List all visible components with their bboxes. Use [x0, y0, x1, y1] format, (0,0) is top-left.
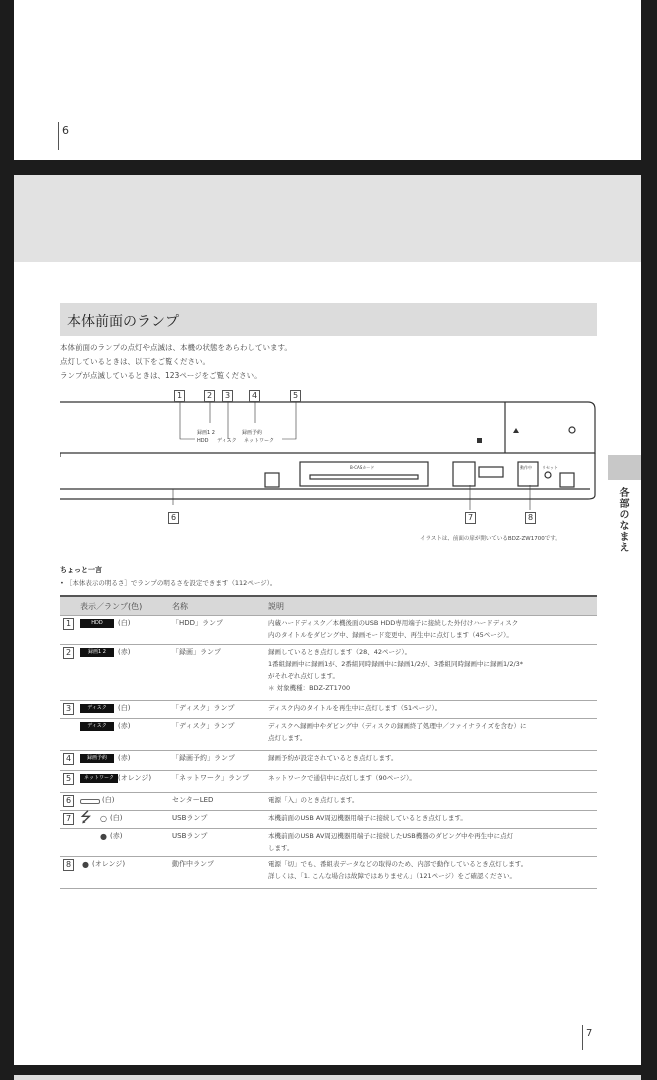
lamp-badge: ネットワーク [80, 774, 118, 783]
hdd-label: HDD [197, 438, 209, 444]
disc-label: ディスク [217, 438, 237, 444]
lamp-dot: ● [82, 860, 89, 869]
row-number: 6 [63, 795, 74, 807]
table-header [60, 595, 597, 616]
lamp-color: (赤) [118, 754, 131, 762]
lamp-color: (白) [118, 704, 131, 712]
lamp-name: 「ネットワーク」ランプ [172, 774, 249, 782]
callout-3: 3 [222, 390, 233, 402]
lamp-description: 本機前面のUSB AV周辺機器用端子に接続したUSB機器のダビング中や再生中に点灯 [268, 832, 514, 840]
lamp-color: (赤) [118, 648, 131, 656]
lamp-name: 「HDD」ランプ [172, 619, 224, 627]
callout-6: 6 [168, 512, 179, 524]
lamp-name: 「録画」ランプ [172, 648, 221, 656]
lamp-description: 点灯します。 [268, 734, 307, 742]
lamp-badge: ディスク [80, 722, 114, 731]
table-row [60, 828, 597, 857]
table-row [60, 810, 597, 829]
lamp-description: 録画しているとき点灯します（28、42ページ）。 [268, 648, 412, 656]
lamp-description: 1番組録画中に録画1が、2番組同時録画中に録画1/2が、3番組同時録画中に録画1/2/3* [268, 660, 524, 668]
table-row [60, 700, 597, 719]
bcas-label: B-CASカード [350, 465, 375, 470]
table-row [60, 792, 597, 811]
lamp-color: (オレンジ) [118, 774, 152, 782]
side-tab-label: 各部のなまえ [617, 487, 628, 553]
lamp-description: ＊ 対象機種：BDZ-ZT1700 [268, 684, 351, 692]
callout-5: 5 [290, 390, 301, 402]
lamp-name: 動作中ランプ [172, 860, 214, 868]
lamp-description: 電源「入」のとき点灯します。 [268, 796, 359, 804]
callout-2: 2 [204, 390, 215, 402]
network-label: ネットワーク [244, 438, 275, 444]
lamp-description: ディスクへ録画中やダビング中（ディスクの録画終了処理中／ファイナライズを含む）に [268, 722, 527, 730]
lamp-badge: 録画予約 [80, 754, 114, 763]
lamp-color: (赤) [110, 832, 123, 840]
lamp-name: センターLED [172, 796, 214, 804]
lamp-dot: ○ [100, 814, 107, 823]
lamp-description: 録画予約が設定されているとき点灯します。 [268, 754, 398, 762]
lamp-description: 内蔵ハードディスク／本機後面のUSB HDD専用端子に接続した外付けハードディスク [268, 619, 519, 627]
lamp-description: ネットワークで通信中に点灯します（90ページ）。 [268, 774, 416, 782]
reserve-label: 録画予約 [242, 430, 263, 436]
row-number: 8 [63, 859, 74, 871]
table-row [60, 770, 597, 793]
lamp-color: (赤) [118, 722, 131, 730]
lamp-name: 「ディスク」ランプ [172, 722, 235, 730]
section-title: 本体前面のランプ [67, 314, 179, 330]
table-row [60, 615, 597, 645]
row-number: 4 [63, 753, 74, 765]
lamp-description: 電源「切」でも、番組表データなどの取得のため、内部で動作しているとき点灯します。 [268, 860, 528, 868]
center-led-icon [80, 799, 100, 804]
row-number: 2 [63, 647, 74, 659]
lamp-description: ディスク内のタイトルを再生中に点灯します（51ページ）。 [268, 704, 442, 712]
header-band [14, 175, 641, 262]
lamp-name: 「録画予約」ランプ [172, 754, 235, 762]
intro-line: ランプが点滅しているときは、123ページをご覧ください。 [60, 371, 262, 380]
tip-heading: ちょっと一言 [60, 566, 102, 574]
diagram-caption: イラストは、前面の扉が開いているBDZ-ZW1700です。 [420, 536, 561, 542]
header-desc: 説明 [268, 602, 284, 611]
intro-line: 点灯しているときは、以下をご覧ください。 [60, 357, 210, 366]
lamp-dot: ● [100, 832, 107, 841]
lamp-description: 詳しくは、「1. こんな場合は故障ではありません」（121ページ）をご確認ください。 [268, 872, 517, 880]
table-row [60, 856, 597, 889]
usb-icon: ⭍ [80, 810, 92, 826]
header-name: 名称 [172, 602, 188, 611]
previous-page [14, 0, 641, 160]
table-row [60, 644, 597, 701]
active-label: 動作中 [520, 465, 532, 470]
lamp-color: (白) [118, 619, 131, 627]
callout-8: 8 [525, 512, 536, 524]
page-number: 6 [62, 124, 69, 137]
lamp-color: (オレンジ) [92, 860, 126, 868]
callout-7: 7 [465, 512, 476, 524]
lamp-badge: ディスク [80, 704, 114, 713]
lamp-description: します。 [268, 844, 294, 852]
lamp-description: 本機前面のUSB AV周辺機器用端子に接続しているとき点灯します。 [268, 814, 467, 822]
callout-4: 4 [249, 390, 260, 402]
lamp-badge: 録画1 2 [80, 648, 114, 657]
row-number: 5 [63, 773, 74, 785]
lamp-badge: HDD [80, 619, 114, 628]
lamp-description: がそれぞれ点灯します。 [268, 672, 339, 680]
table-row [60, 718, 597, 751]
row-number: 7 [63, 813, 74, 825]
table-row [60, 750, 597, 771]
front-panel-diagram [60, 385, 605, 535]
lamp-name: USBランプ [172, 814, 208, 822]
lamp-name: USBランプ [172, 832, 208, 840]
row-number: 1 [63, 618, 74, 630]
callout-1: 1 [174, 390, 185, 402]
row-number: 3 [63, 703, 74, 715]
reset-label: リセット [542, 465, 558, 470]
lamp-name: 「ディスク」ランプ [172, 704, 235, 712]
page-number: 7 [586, 1028, 593, 1039]
lamp-color: (白) [110, 814, 123, 822]
side-tab [608, 455, 641, 480]
rec-label: 録画1 2 [197, 430, 215, 436]
section-title-bar [60, 303, 597, 336]
lamp-description: 内のタイトルをダビング中、録画モード変更中、再生中に点灯します（45ページ）。 [268, 631, 513, 639]
tip-bullet: • ［本体表示の明るさ］でランプの明るさを設定できます（112ページ）。 [60, 579, 277, 587]
header-display: 表示／ランプ(色) [80, 602, 143, 611]
intro-line: 本体前面のランプの点灯や点滅は、本機の状態をあらわしています。 [60, 343, 292, 352]
lamp-color: (白) [102, 796, 115, 804]
